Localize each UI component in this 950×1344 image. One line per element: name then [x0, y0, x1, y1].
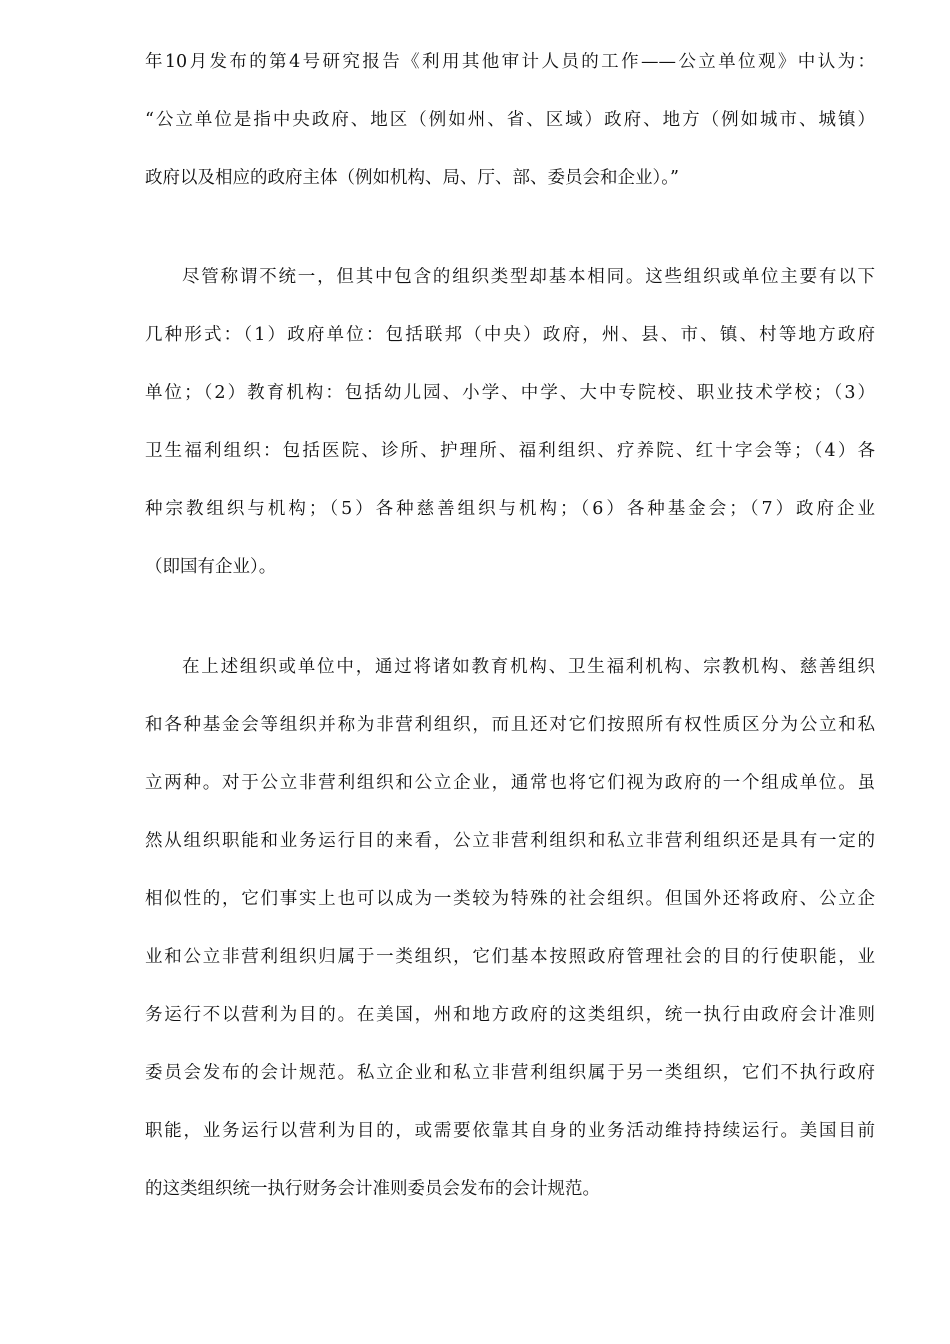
text-line: 卫生福利组织：包括医院、诊所、护理所、福利组织、疗养院、红十字会等；（4）各 [145, 441, 875, 461]
text-line: 政府以及相应的政府主体（例如机构、局、厅、部、委员会和企业）。” [145, 168, 679, 188]
text-line: 种宗教组织与机构；（5）各种慈善组织与机构；（6）各种基金会；（7）政府企业 [145, 499, 875, 519]
text-line: 职能，业务运行以营利为目的，或需要依靠其自身的业务活动维持持续运行。美国目前 [145, 1121, 875, 1141]
text-line: 委员会发布的会计规范。私立企业和私立非营利组织属于另一类组织，它们不执行政府 [145, 1063, 875, 1083]
text-line: 务运行不以营利为目的。在美国，州和地方政府的这类组织，统一执行由政府会计准则 [145, 1005, 875, 1025]
text-line: 然从组织职能和业务运行目的来看，公立非营利组织和私立非营利组织还是具有一定的 [145, 831, 875, 851]
text-line: 的这类组织统一执行财务会计准则委员会发布的会计规范。 [145, 1179, 600, 1199]
text-line: 单位；（2）教育机构：包括幼儿园、小学、中学、大中专院校、职业技术学校；（3） [145, 383, 875, 403]
text-line: “公立单位是指中央政府、地区（例如州、省、区域）政府、地方（例如城市、城镇） [145, 110, 875, 130]
text-line: 几种形式：（1）政府单位：包括联邦（中央）政府，州、县、市、镇、村等地方政府 [145, 325, 875, 345]
text-line: （即国有企业）。 [145, 557, 277, 577]
text-line: 业和公立非营利组织归属于一类组织，它们基本按照政府管理社会的目的行使职能，业 [145, 947, 875, 967]
text-line: 尽管称谓不统一，但其中包含的组织类型却基本相同。这些组织或单位主要有以下 [182, 267, 875, 287]
text-line: 相似性的，它们事实上也可以成为一类较为特殊的社会组织。但国外还将政府、公立企 [145, 889, 875, 909]
text-line: 和各种基金会等组织并称为非营利组织，而且还对它们按照所有权性质区分为公立和私 [145, 715, 875, 735]
text-line: 立两种。对于公立非营利组织和公立企业，通常也将它们视为政府的一个组成单位。虽 [145, 773, 875, 793]
text-line: 在上述组织或单位中，通过将诸如教育机构、卫生福利机构、宗教机构、慈善组织 [182, 657, 875, 677]
text-line: 年10月发布的第4号研究报告《利用其他审计人员的工作——公立单位观》中认为： [145, 52, 875, 72]
